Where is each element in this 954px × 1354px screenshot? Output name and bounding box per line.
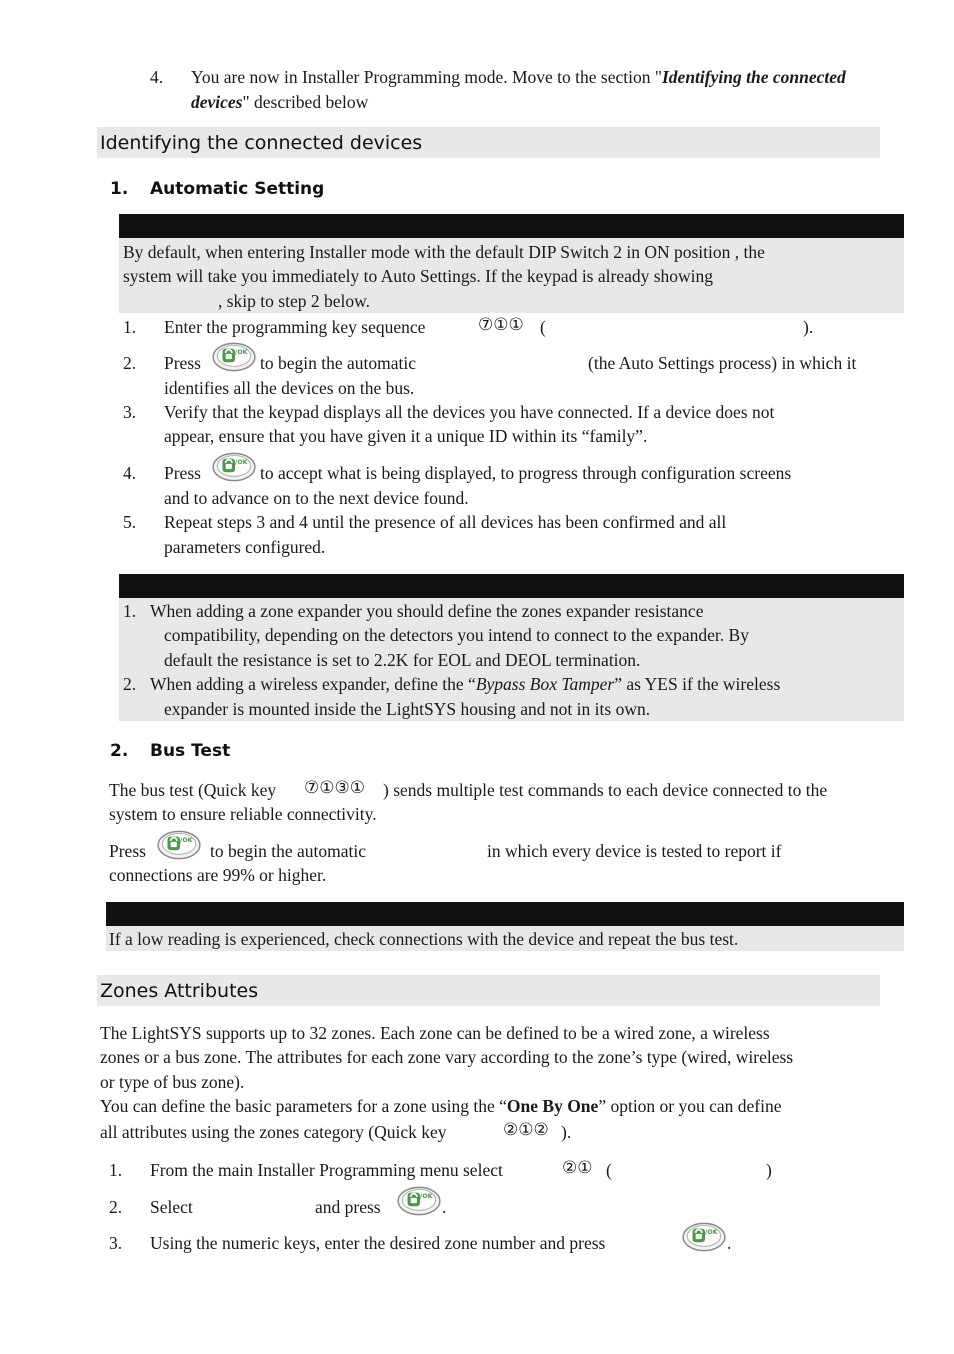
note-line bbox=[150, 672, 780, 697]
note-item-number: 1. bbox=[123, 601, 137, 621]
step-text bbox=[191, 65, 871, 114]
note-line: system will take you immediately to Auto Settings. If the keypad is already showing bbox=[123, 266, 714, 286]
step-number: 3. bbox=[109, 1233, 123, 1253]
svg-text:/OK: /OK bbox=[420, 1192, 433, 1200]
step-text: to begin the automatic bbox=[260, 353, 416, 373]
step-text: and to advance on to the next device found. bbox=[164, 488, 469, 508]
step-number: 5. bbox=[123, 512, 137, 532]
step-number: 4. bbox=[123, 463, 137, 483]
svg-text:/OK: /OK bbox=[235, 458, 248, 466]
step-text: Select bbox=[150, 1197, 193, 1217]
ok-key-icon bbox=[211, 340, 257, 374]
subheading-number: 2. bbox=[110, 741, 129, 761]
step-text: . bbox=[727, 1233, 732, 1253]
note-line: When adding a zone expander you should define the zones expander resistance bbox=[150, 601, 704, 621]
step-text: and press bbox=[315, 1197, 381, 1217]
svg-text:/OK: /OK bbox=[705, 1228, 718, 1236]
step-text-emphasis: Identifying the connected devices bbox=[191, 67, 846, 112]
step-number: 3. bbox=[123, 402, 137, 422]
note-emphasis: Bypass Box Tamper bbox=[475, 674, 615, 694]
paragraph-text: system to ensure reliable connectivity. bbox=[109, 804, 377, 824]
ok-key-icon bbox=[211, 450, 257, 484]
paragraph-text: The bus test (Quick key bbox=[109, 780, 277, 800]
step-text: Using the numeric keys, enter the desired zone number and press bbox=[150, 1233, 606, 1253]
paragraph-text: all attributes using the zones category (Quick key bbox=[100, 1122, 447, 1142]
step-text: ) bbox=[766, 1160, 772, 1180]
note-header-bar bbox=[106, 902, 904, 926]
note-text: ” as YES if the wireless bbox=[614, 674, 781, 694]
note-line: By default, when entering Installer mode with the default DIP Switch 2 in ON position , the bbox=[123, 242, 765, 262]
paragraph-span: ” option or you can define bbox=[598, 1096, 782, 1116]
step-text: identifies all the devices on the bus. bbox=[164, 378, 415, 398]
step-text: appear, ensure that you have given it a unique ID within its “family”. bbox=[164, 426, 648, 446]
step-text-pre: You are now in Installer Programming mode. Move to the section " bbox=[191, 67, 662, 87]
key-sequence: ②① bbox=[562, 1158, 593, 1178]
step-text: Press bbox=[164, 463, 201, 483]
ok-key-icon bbox=[156, 828, 202, 862]
step-text: ). bbox=[803, 317, 814, 337]
svg-text:/OK: /OK bbox=[180, 836, 193, 844]
step-text: Enter the programming key sequence bbox=[164, 317, 426, 337]
step-number: 1. bbox=[123, 317, 137, 337]
paragraph-text: in which every device is tested to report if bbox=[487, 841, 782, 861]
paragraph-text: Press bbox=[109, 841, 146, 861]
step-text: . bbox=[442, 1197, 447, 1217]
paragraph-text: connections are 99% or higher. bbox=[109, 865, 327, 885]
subheading-bus-test: Bus Test bbox=[150, 741, 231, 761]
note-line: , skip to step 2 below. bbox=[218, 291, 370, 311]
note-line: expander is mounted inside the LightSYS housing and not in its own. bbox=[164, 699, 651, 719]
note-header-bar bbox=[119, 574, 904, 598]
step-text: From the main Installer Programming menu select bbox=[150, 1160, 503, 1180]
key-sequence: ⑦①③① bbox=[304, 778, 365, 798]
step-text: Verify that the keypad displays all the devices you have connected. If a device does not bbox=[164, 402, 775, 422]
paragraph-text: ) sends multiple test commands to each device connected to the bbox=[383, 780, 828, 800]
step-number: 1. bbox=[109, 1160, 123, 1180]
step-text: ( bbox=[540, 317, 546, 337]
note-line: compatibility, depending on the detectors you intend to connect to the expander. By bbox=[164, 625, 749, 645]
ok-key-icon bbox=[681, 1220, 727, 1254]
step-text: (the Auto Settings process) in which it bbox=[588, 353, 857, 373]
paragraph-text: to begin the automatic bbox=[210, 841, 366, 861]
note-line: If a low reading is experienced, check connections with the device and repeat the bus test. bbox=[109, 929, 739, 949]
section-header-zones-attributes bbox=[97, 975, 880, 1006]
paragraph-text: ). bbox=[561, 1122, 572, 1142]
step-number: 2. bbox=[123, 353, 137, 373]
subheading-automatic-setting: Automatic Setting bbox=[150, 179, 325, 199]
note-line: default the resistance is set to 2.2K for EOL and DEOL termination. bbox=[164, 650, 641, 670]
step-number: 4. bbox=[150, 67, 164, 87]
step-text: Press bbox=[164, 353, 201, 373]
step-number: 2. bbox=[109, 1197, 123, 1217]
note-header-bar bbox=[119, 214, 904, 238]
section-title: Zones Attributes bbox=[100, 980, 259, 1002]
paragraph-span: You can define the basic parameters for a zone using the “ bbox=[100, 1096, 507, 1116]
subheading-number: 1. bbox=[110, 179, 129, 199]
paragraph-text bbox=[100, 1094, 782, 1119]
step-text: parameters configured. bbox=[164, 537, 326, 557]
step-text-post: " described below bbox=[242, 91, 369, 112]
step-text: to accept what is being displayed, to progress through configuration screens bbox=[260, 463, 792, 483]
ok-key-icon bbox=[396, 1184, 442, 1218]
section-header-identifying bbox=[97, 127, 880, 158]
key-sequence: ⑦①① bbox=[478, 315, 524, 335]
paragraph-text: The LightSYS supports up to 32 zones. Each zone can be defined to be a wired zone, a wireless bbox=[100, 1023, 770, 1043]
section-title: Identifying the connected devices bbox=[100, 132, 423, 154]
note-text: When adding a wireless expander, define the “ bbox=[150, 674, 476, 694]
step-text: Repeat steps 3 and 4 until the presence of all devices has been confirmed and all bbox=[164, 512, 727, 532]
step-text: ( bbox=[606, 1160, 612, 1180]
key-sequence: ②①② bbox=[503, 1120, 549, 1140]
paragraph-text: or type of bus zone). bbox=[100, 1072, 245, 1092]
note-item-number: 2. bbox=[123, 674, 137, 694]
paragraph-bold: One By One bbox=[506, 1096, 599, 1116]
paragraph-text: zones or a bus zone. The attributes for each zone vary according to the zone’s type (wired, wireless bbox=[100, 1047, 794, 1067]
svg-text:/OK: /OK bbox=[235, 348, 248, 356]
